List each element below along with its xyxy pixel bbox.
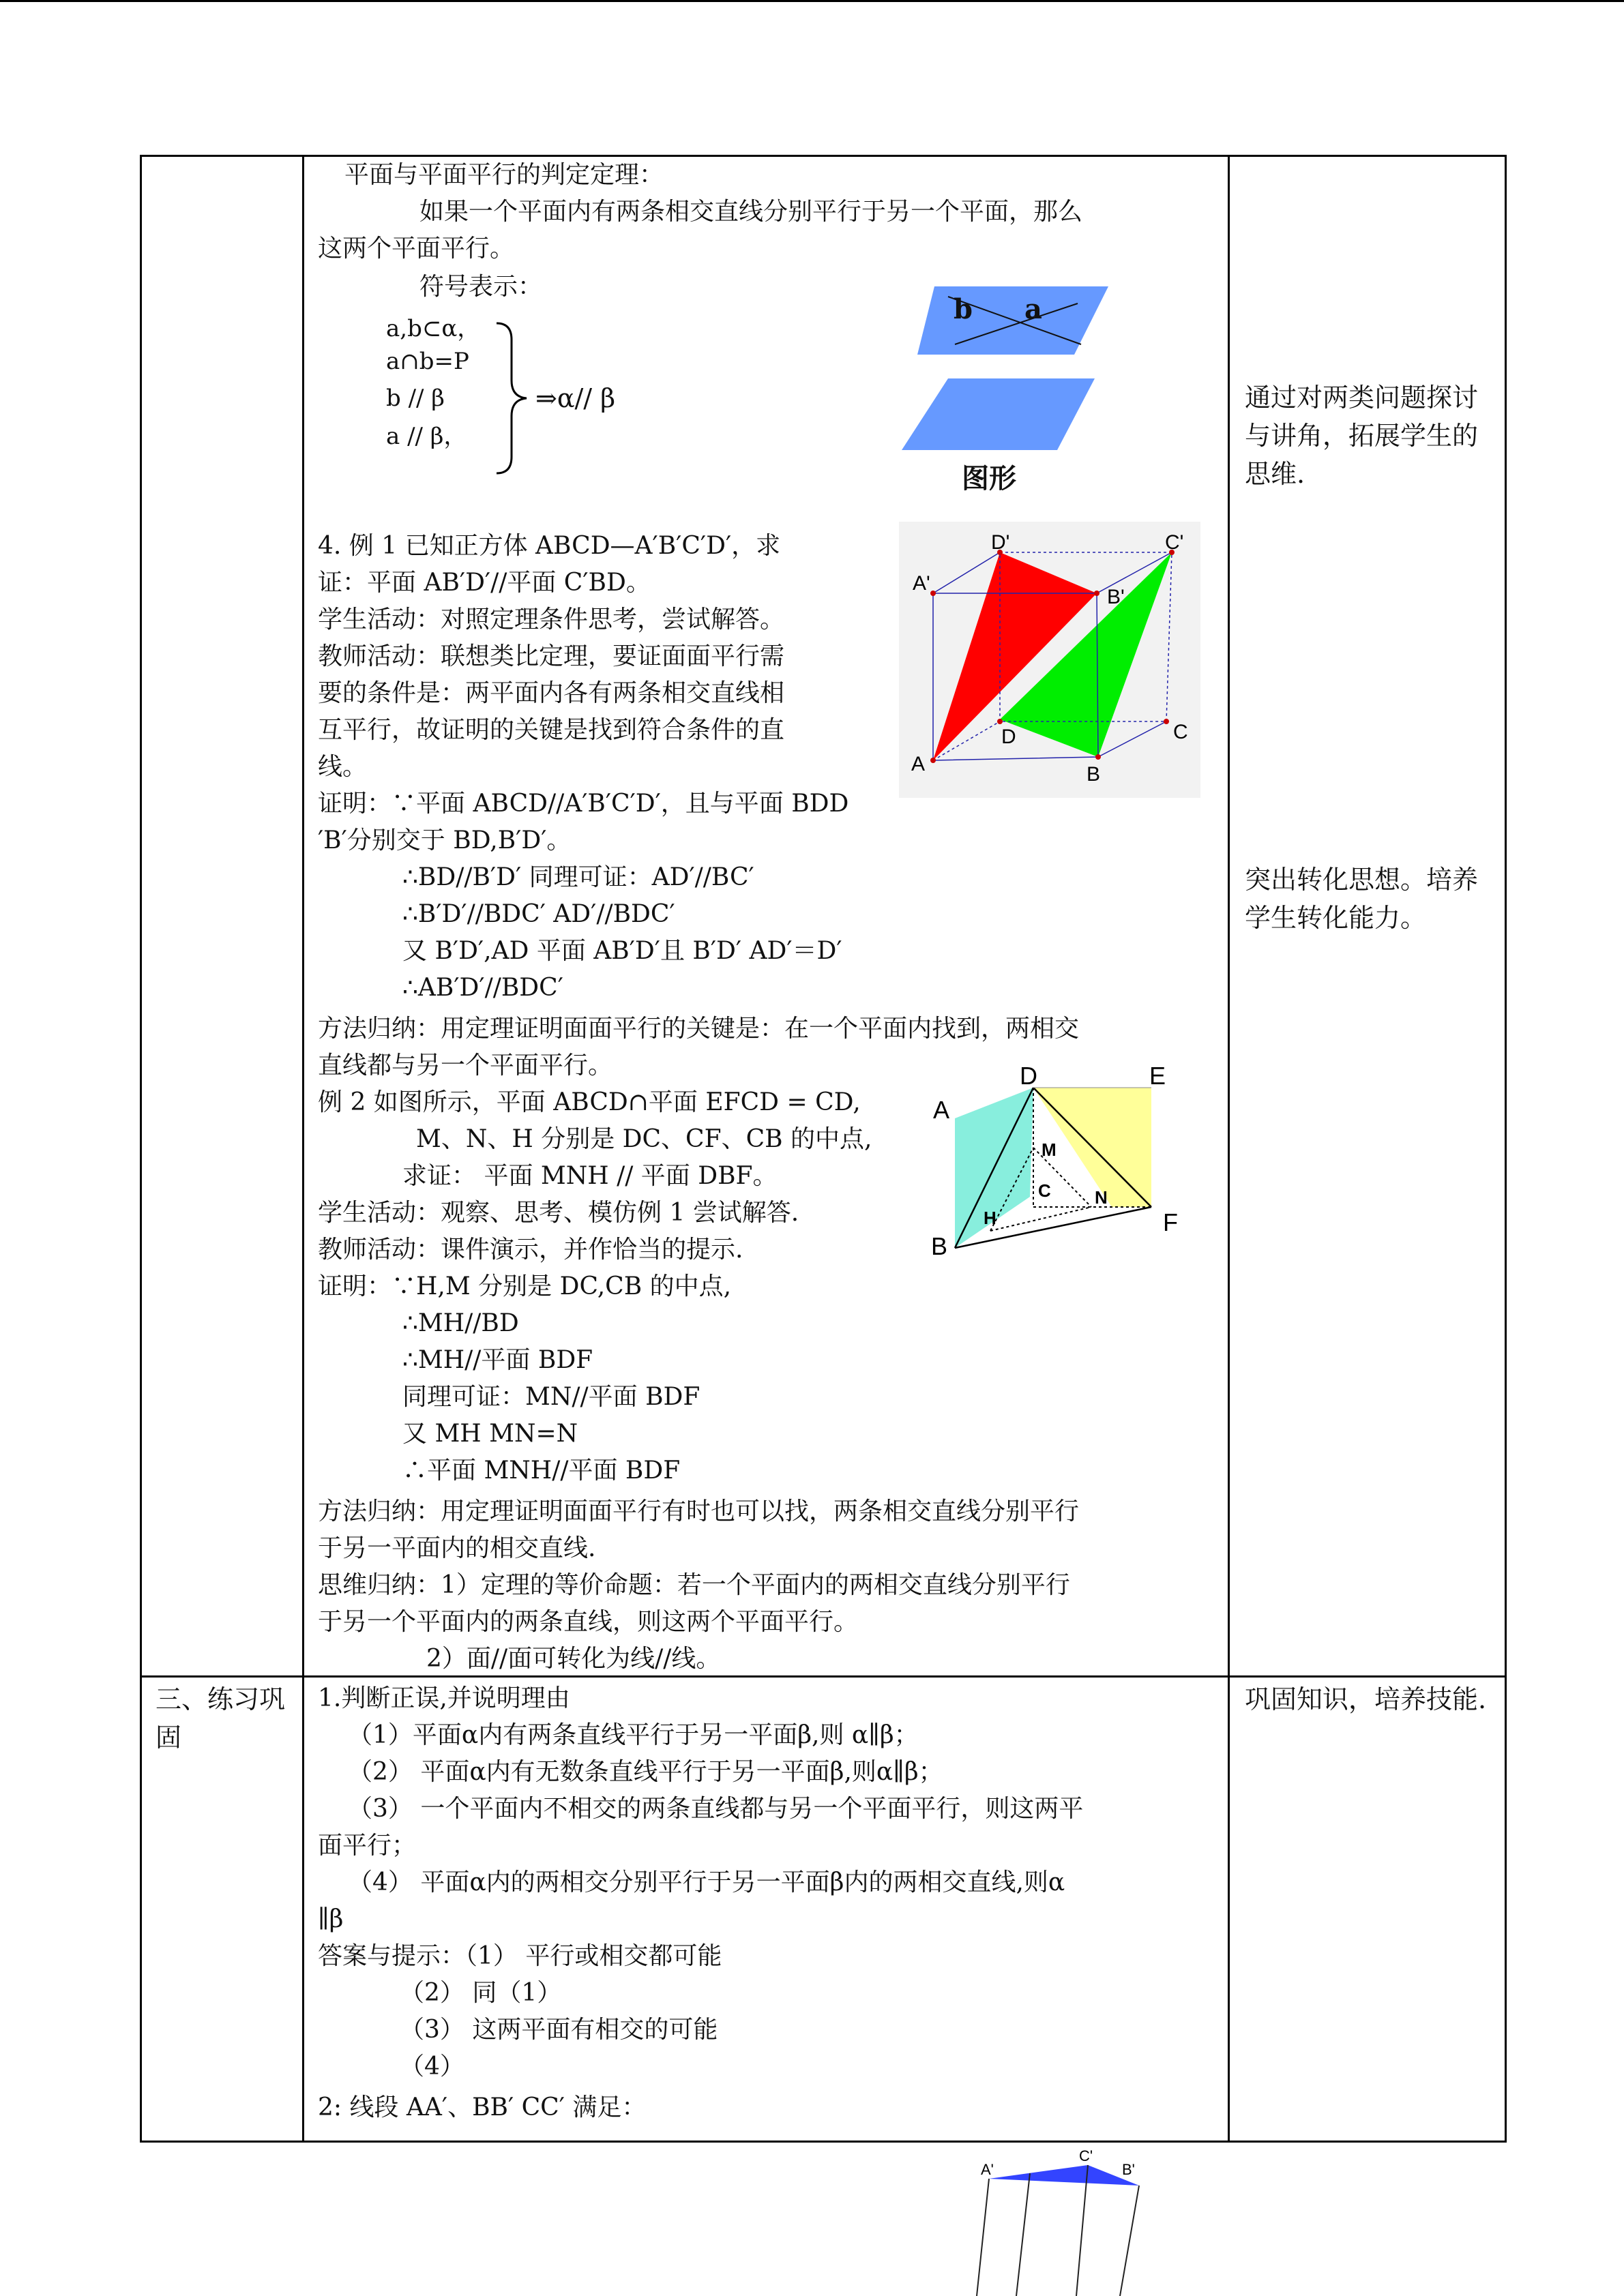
theorem-title: 平面与平面平行的判定定理： bbox=[344, 161, 664, 189]
row-divider bbox=[140, 1675, 1507, 1678]
figure-label-a: a bbox=[1024, 293, 1042, 325]
prism-label-C1: C' bbox=[1079, 2147, 1093, 2164]
ex2-line6: 证明：∵H,M 分别是 DC,CB 的中点, bbox=[318, 1272, 732, 1300]
question-5: 2: 线段 AA′、BB′ CC′ 满足： bbox=[318, 2093, 647, 2121]
figure-caption: 图形 bbox=[962, 463, 1016, 494]
fig2-label-H: H bbox=[984, 1208, 996, 1228]
fig2-label-B: B bbox=[931, 1232, 948, 1260]
fig2-label-C: C bbox=[1038, 1180, 1051, 1201]
question-1: （1）平面α内有两条直线平行于另一平面β,则 α∥β； bbox=[348, 1721, 919, 1749]
cube-label-B: B bbox=[1087, 763, 1101, 786]
ex1-line2: 证：平面 AB′D′//平面 C′BD。 bbox=[318, 569, 651, 597]
method1-line2: 直线都与另一个平面平行。 bbox=[318, 1052, 613, 1079]
question-2: （2） 平面α内有无数条直线平行于另一平面β,则α∥β； bbox=[348, 1758, 943, 1786]
ex1-line6: 互平行，故证明的关键是找到符合条件的直 bbox=[318, 716, 785, 744]
question-3-line1: （3） 一个平面内不相交的两条直线都与另一个平面平行，则这两平 bbox=[348, 1795, 1084, 1823]
column-divider-2 bbox=[1228, 155, 1230, 2143]
theorem-body-line2: 这两个平面平行。 bbox=[318, 235, 515, 263]
fig2-label-F: F bbox=[1163, 1208, 1178, 1236]
brace-icon bbox=[491, 320, 532, 477]
ex2-line9: 同理可证：MN//平面 BDF bbox=[402, 1383, 700, 1411]
condition-3: b // β bbox=[386, 385, 445, 412]
question-4-line1: （4） 平面α内的两相交分别平行于另一平面β内的两相交直线,则α bbox=[348, 1868, 1065, 1896]
symbol-label: 符号表示： bbox=[419, 273, 543, 301]
ex1-line10: ∴BD//B′D′ 同理可证：AD′//BC′ bbox=[402, 863, 754, 891]
cube-label-D1: D' bbox=[991, 531, 1010, 554]
ex2-line11: ∴平面 MNH//平面 BDF bbox=[402, 1457, 681, 1485]
summary-line2: 于另一个平面内的两条直线，则这两个平面平行。 bbox=[318, 1608, 859, 1636]
ex2-line1: 例 2 如图所示，平面 ABCD∩平面 EFCD = CD, bbox=[318, 1088, 861, 1116]
cube-label-D: D bbox=[1001, 726, 1016, 748]
condition-2: a∩b=P bbox=[386, 348, 469, 375]
ex2-line2: M、N、H 分别是 DC、CF、CB 的中点, bbox=[416, 1125, 872, 1153]
stage-label: 三、练习巩固 bbox=[156, 1684, 286, 1753]
summary-line1: 思维归纳：1）定理的等价命题：若一个平面内的两相交直线分别平行 bbox=[318, 1571, 1070, 1599]
answer-line1: 答案与提示：（1） 平行或相交都可能 bbox=[318, 1942, 722, 1970]
conclusion: ⇒α// β bbox=[535, 383, 616, 413]
theorem-body-line1: 如果一个平面内有两条相交直线分别平行于另一个平面，那么 bbox=[419, 198, 1083, 226]
ex1-line13: ∴AB′D′//BDC′ bbox=[402, 974, 563, 1002]
ex2-line4: 学生活动：观察、思考、模仿例 1 尝试解答. bbox=[318, 1199, 799, 1227]
cube-figure bbox=[899, 522, 1200, 798]
ex1-line11: ∴B′D′//BDC′ AD′//BDC′ bbox=[402, 900, 675, 928]
prism-top-face bbox=[989, 2165, 1139, 2186]
ex1-line4: 教师活动：联想类比定理，要证面面平行需 bbox=[318, 642, 785, 670]
ex2-line5: 教师活动：课件演示，并作恰当的提示. bbox=[318, 1236, 743, 1264]
teaching-note-2: 突出转化思想。培养学生转化能力。 bbox=[1245, 865, 1479, 933]
ex1-line8: 证明：∵平面 ABCD//A′B′C′D′，且与平面 BDD bbox=[318, 790, 849, 818]
fig2-label-A: A bbox=[933, 1096, 950, 1124]
method1-line1: 方法归纳：用定理证明面面平行的关键是：在一个平面内找到，两相交 bbox=[318, 1015, 1080, 1043]
method2-line1: 方法归纳：用定理证明面面平行有时也可以找，两条相交直线分别平行 bbox=[318, 1497, 1080, 1525]
fig2-label-M: M bbox=[1042, 1139, 1057, 1160]
ex2-line3: 求证： 平面 MNH // 平面 DBF。 bbox=[402, 1162, 778, 1190]
answer-line2: （2） 同（1） bbox=[400, 1979, 562, 2007]
prism-label-B1: B' bbox=[1122, 2161, 1135, 2178]
page-top-border bbox=[0, 0, 1624, 2]
teaching-note-1: 通过对两类问题探讨与讲角，拓展学生的思维. bbox=[1245, 383, 1479, 489]
question-4-line2: ∥β bbox=[318, 1905, 344, 1933]
ex2-line7: ∴MH//BD bbox=[402, 1309, 519, 1337]
question-title: 1.判断正误,并说明理由 bbox=[318, 1684, 570, 1712]
column-divider-1 bbox=[302, 155, 304, 2143]
fig2-label-N: N bbox=[1095, 1187, 1108, 1208]
question-3-line2: 面平行； bbox=[318, 1832, 417, 1860]
ex1-line12: 又 B′D′,AD 平面 AB′D′且 B′D′ AD′＝D′ bbox=[402, 937, 842, 965]
ex1-line5: 要的条件是：两平面内各有两条相交直线相 bbox=[318, 679, 785, 707]
method2-line2: 于另一平面内的相交直线. bbox=[318, 1534, 596, 1562]
plane-beta bbox=[902, 378, 1095, 450]
folded-planes-figure bbox=[928, 1060, 1200, 1265]
figure-label-b: b bbox=[954, 293, 973, 325]
cube-label-C1: C' bbox=[1165, 531, 1184, 554]
ex1-line7: 线。 bbox=[318, 753, 368, 781]
cube-label-A1: A' bbox=[913, 572, 930, 595]
summary-line3: 2）面//面可转化为线//线。 bbox=[426, 1645, 721, 1673]
ex1-line1: 4. 例 1 已知正方体 ABCD—A′B′C′D′，求 bbox=[318, 532, 781, 560]
ex1-line9: ′B′分别交于 BD,B′D′。 bbox=[318, 826, 572, 854]
fig2-label-D: D bbox=[1020, 1062, 1037, 1090]
prism-label-A1: A' bbox=[981, 2161, 994, 2178]
fig2-label-E: E bbox=[1149, 1062, 1166, 1090]
condition-1: a,b⊂α， bbox=[386, 315, 481, 342]
answer-line3: （3） 这两平面有相交的可能 bbox=[400, 2016, 718, 2044]
prism-figure bbox=[962, 2145, 1160, 2296]
cube-label-B1: B' bbox=[1107, 586, 1125, 608]
teaching-note-3: 巩固知识，培养技能. bbox=[1245, 1684, 1487, 1714]
ex2-line8: ∴MH//平面 BDF bbox=[402, 1346, 593, 1374]
condition-4: a // β， bbox=[386, 423, 467, 450]
cube-label-A: A bbox=[911, 753, 926, 775]
cube-label-C: C bbox=[1173, 721, 1188, 743]
ex1-line3: 学生活动：对照定理条件思考，尝试解答。 bbox=[318, 606, 785, 633]
ex2-line10: 又 MH MN=N bbox=[402, 1420, 578, 1448]
answer-line4: （4） bbox=[400, 2053, 464, 2081]
